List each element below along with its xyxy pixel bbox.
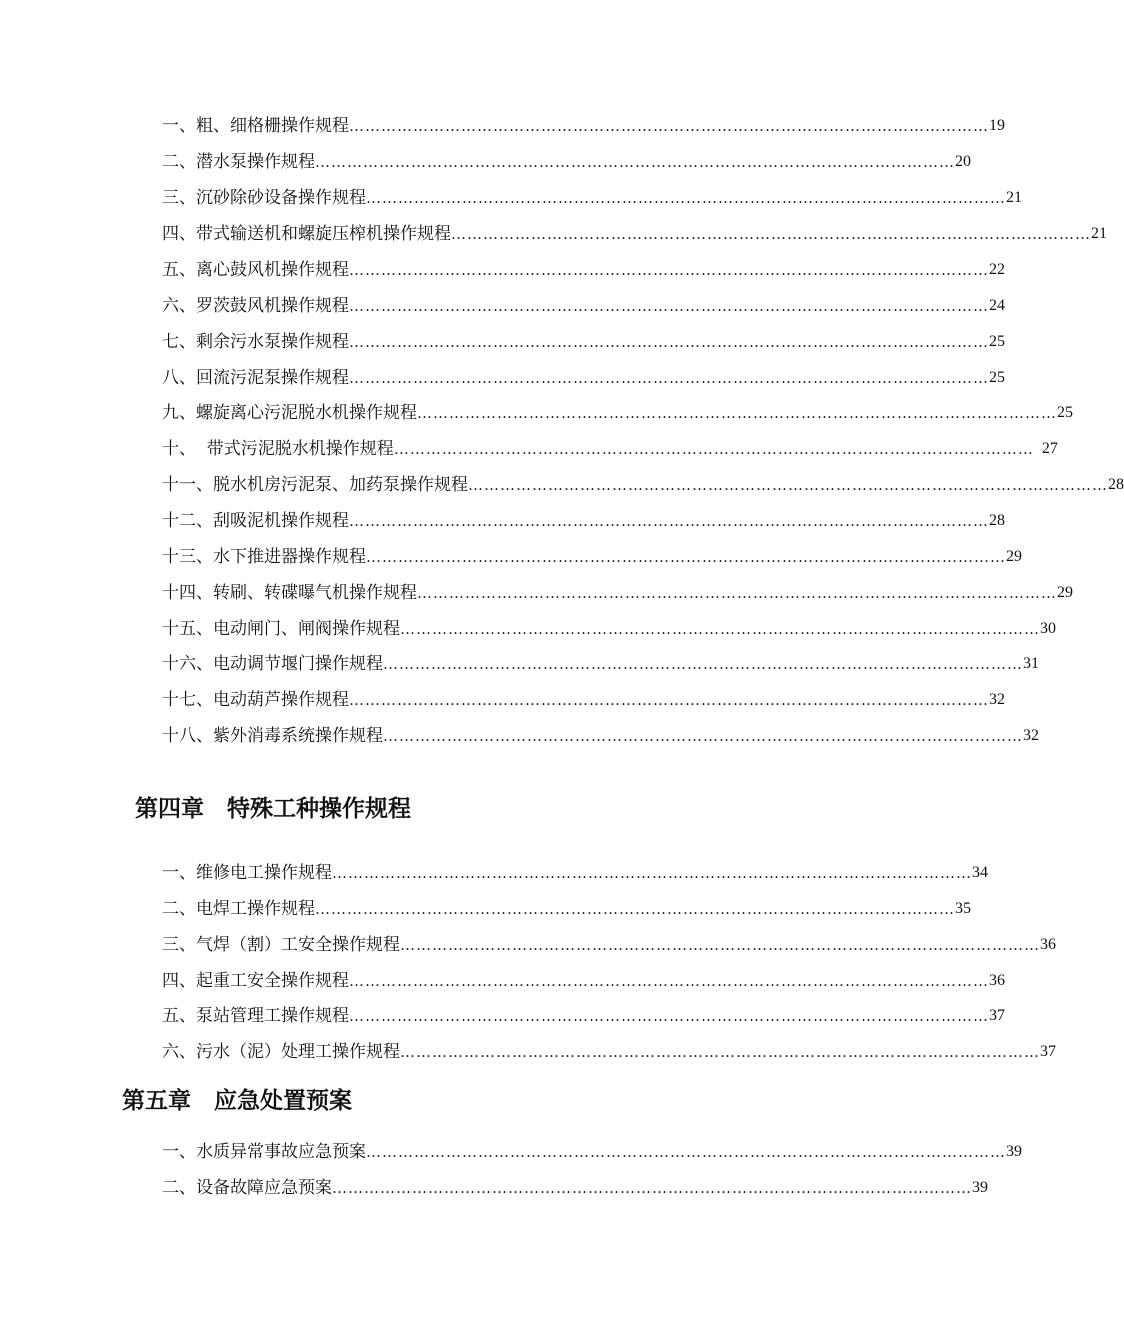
chapter-heading[interactable]: 第四章 特殊工种操作规程 (135, 795, 411, 822)
dot-leader: ………………………………………………………………………………………………………… (349, 297, 989, 315)
toc-entry-label: 六、罗茨鼓风机操作规程 (162, 296, 349, 316)
dot-leader: ………………………………………………………………………………………………………… (366, 1143, 1006, 1161)
toc-entry-page: 36 (989, 972, 1005, 989)
dot-leader: ………………………………………………………………………………………………………… (349, 972, 989, 990)
toc-entry-label: 十、 带式污泥脱水机操作规程 (162, 439, 394, 459)
toc-entry-page: 34 (972, 864, 988, 881)
toc-entry-label: 十七、电动葫芦操作规程 (162, 690, 349, 710)
toc-entry[interactable] (162, 294, 1005, 318)
toc-entry-label: 十二、刮吸泥机操作规程 (162, 511, 349, 531)
toc-entry-label: 五、离心鼓风机操作规程 (162, 260, 349, 280)
dot-leader: ………………………………………………………………………………………………………… (332, 1179, 972, 1197)
toc-entry-page: 35 (955, 900, 971, 917)
toc-entry-page: 24 (989, 297, 1005, 314)
toc-entry[interactable] (162, 652, 1039, 676)
toc-entry-page: 22 (989, 261, 1005, 278)
toc-entry-label: 十五、电动闸门、闸阀操作规程 (162, 619, 400, 639)
toc-entry[interactable] (162, 114, 1005, 138)
dot-leader: ………………………………………………………………………………………………………… (349, 369, 989, 387)
toc-entry-label: 十六、电动调节堰门操作规程 (162, 654, 383, 674)
toc-entry-label: 十三、水下推进器操作规程 (162, 547, 366, 567)
toc-entry-label: 四、起重工安全操作规程 (162, 971, 349, 991)
toc-entry[interactable] (162, 258, 1005, 282)
toc-entry-page: 19 (989, 117, 1005, 134)
toc-entry-page: 27 (1041, 440, 1058, 457)
toc-entry-page: 25 (1057, 404, 1073, 421)
toc-entry[interactable] (162, 897, 971, 921)
chapter-heading[interactable]: 第五章 应急处置预案 (122, 1087, 352, 1114)
dot-leader: ………………………………………………………………………………………………………… (451, 225, 1091, 243)
toc-entry-page: 25 (989, 333, 1005, 350)
dot-leader: ………………………………………………………………………………………………………… (332, 864, 972, 882)
toc-entry-page: 25 (989, 369, 1005, 386)
toc-entry[interactable] (162, 933, 1056, 957)
toc-entry-label: 一、水质异常事故应急预案 (162, 1142, 366, 1162)
dot-leader: ………………………………………………………………………………………………………… (366, 189, 1006, 207)
toc-entry[interactable] (162, 581, 1073, 605)
toc-entry[interactable] (162, 861, 988, 885)
dot-leader: ………………………………………………………………………………………………………… (383, 655, 1023, 673)
toc-entry-label: 八、回流污泥泵操作规程 (162, 368, 349, 388)
toc-entry-label: 三、气焊（割）工安全操作规程 (162, 935, 400, 955)
toc-entry[interactable] (162, 545, 1022, 569)
toc-entry-label: 九、螺旋离心污泥脱水机操作规程 (162, 403, 417, 423)
toc-entry[interactable] (162, 473, 1124, 497)
toc-entry[interactable] (162, 969, 1005, 993)
toc-entry[interactable] (162, 1140, 1022, 1164)
toc-entry-label: 十八、紫外消毒系统操作规程 (162, 726, 383, 746)
toc-entry-label: 四、带式输送机和螺旋压榨机操作规程 (162, 224, 451, 244)
dot-leader: ………………………………………………………………………………………………………… (315, 153, 955, 171)
toc-entry-page: 21 (1091, 225, 1107, 242)
toc-entry-page: 37 (1040, 1043, 1056, 1060)
toc-entry[interactable] (162, 1176, 988, 1200)
dot-leader: ………………………………………………………………………………………………………… (383, 727, 1023, 745)
toc-entry-label: 二、设备故障应急预案 (162, 1178, 332, 1198)
toc-entry-label: 一、粗、细格栅操作规程 (162, 116, 349, 136)
toc-entry[interactable] (162, 222, 1107, 246)
toc-entry[interactable] (162, 617, 1056, 641)
toc-entry-page: 28 (989, 512, 1005, 529)
toc-entry-label: 三、沉砂除砂设备操作规程 (162, 188, 366, 208)
dot-leader: ………………………………………………………………………………………………………… (468, 476, 1108, 494)
dot-leader: ………………………………………………………………………………………………………… (400, 936, 1040, 954)
dot-leader: ………………………………………………………………………………………………………… (349, 261, 989, 279)
toc-entry[interactable] (162, 437, 1058, 461)
toc-entry-page: 39 (972, 1179, 988, 1196)
toc-entry-page: 32 (989, 691, 1005, 708)
toc-entry-page: 39 (1006, 1143, 1022, 1160)
toc-entry-label: 七、剩余污水泵操作规程 (162, 332, 349, 352)
dot-leader: ………………………………………………………………………………………………………… (315, 900, 955, 918)
toc-entry[interactable] (162, 401, 1073, 425)
toc-entry-label: 十四、转刷、转碟曝气机操作规程 (162, 583, 417, 603)
toc-entry[interactable] (162, 1040, 1056, 1064)
dot-leader: ………………………………………………………………………………………………………… (400, 620, 1040, 638)
toc-entry-page: 29 (1057, 584, 1073, 601)
dot-leader: ………………………………………………………………………………………………………… (349, 333, 989, 351)
dot-leader: ………………………………………………………………………………………………………… (400, 1043, 1040, 1061)
dot-leader: ………………………………………………………………………………………………………… (349, 117, 989, 135)
dot-leader: ………………………………………………………………………………………………………… (417, 404, 1057, 422)
toc-entry[interactable] (162, 150, 971, 174)
toc-entry-label: 十一、脱水机房污泥泵、加药泵操作规程 (162, 475, 468, 495)
toc-entry[interactable] (162, 366, 1005, 390)
dot-leader: ………………………………………………………………………………………………………… (349, 512, 989, 530)
dot-leader: ………………………………………………………………………………………………………… (366, 548, 1006, 566)
toc-entry[interactable] (162, 1004, 1005, 1028)
toc-entry-page: 32 (1023, 727, 1039, 744)
toc-entry-label: 五、泵站管理工操作规程 (162, 1006, 349, 1026)
toc-entry-page: 37 (989, 1007, 1005, 1024)
toc-entry[interactable] (162, 186, 1022, 210)
toc-entry-label: 六、污水（泥）处理工操作规程 (162, 1042, 400, 1062)
toc-entry-label: 二、潜水泵操作规程 (162, 152, 315, 172)
toc-entry[interactable] (162, 509, 1005, 533)
dot-leader: ………………………………………………………………………………………………………… (417, 584, 1057, 602)
toc-entry-page: 21 (1006, 189, 1022, 206)
dot-leader: ………………………………………………………………………………………………………… (393, 440, 1034, 458)
toc-entry[interactable] (162, 688, 1005, 712)
toc-entry-page: 36 (1040, 936, 1056, 953)
toc-entry[interactable] (162, 330, 1005, 354)
toc-entry-label: 二、电焊工操作规程 (162, 899, 315, 919)
toc-entry[interactable] (162, 724, 1039, 748)
dot-leader: ………………………………………………………………………………………………………… (349, 1007, 989, 1025)
toc-entry-page: 31 (1023, 655, 1039, 672)
toc-entry-label: 一、维修电工操作规程 (162, 863, 332, 883)
toc-entry-page: 30 (1040, 620, 1056, 637)
toc-entry-page: 20 (955, 153, 971, 170)
dot-leader: ………………………………………………………………………………………………………… (349, 691, 989, 709)
toc-entry-page: 28 (1108, 476, 1124, 493)
toc-entry-page: 29 (1006, 548, 1022, 565)
